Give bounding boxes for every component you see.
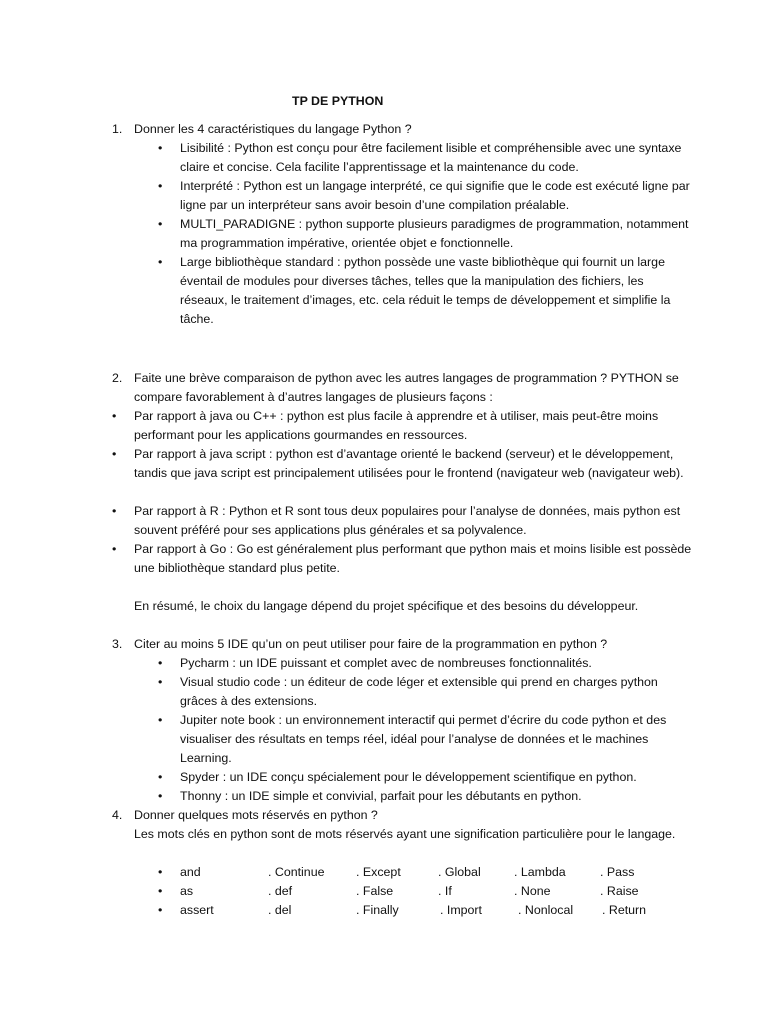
bullet-icon: • (112, 409, 117, 423)
bullet-icon: • (158, 770, 163, 784)
question-number: 1. (112, 122, 123, 136)
bullet-icon: • (158, 255, 163, 269)
keyword-row (0, 901, 768, 920)
list-item: Thonny : un IDE simple et convivial, parfait pour les débutants en python. (180, 789, 582, 803)
list-item: Lisibilité : Python est conçu pour être facilement lisible et compréhensible avec une syntaxe claire et concise. Cela facilite l’apprentissage et la maintenance du code. (180, 141, 682, 174)
bullet-icon: • (158, 217, 163, 231)
keyword: assert (180, 903, 214, 917)
question-text: Donner les 4 caractéristiques du langage Python ? (134, 122, 412, 136)
bullet-icon: • (158, 675, 163, 689)
bullet-icon: • (158, 865, 163, 879)
bullet-icon: • (158, 179, 163, 193)
keyword: . Nonlocal (518, 903, 574, 917)
list-item: Par rapport à java ou C++ : python est plus facile à apprendre et à utiliser, mais peut-être moins performant pour les applications gourmandes en ressources. (134, 409, 659, 442)
bullet-icon: • (158, 713, 163, 727)
keyword: . Raise (600, 884, 639, 898)
bullet-icon: • (158, 789, 163, 803)
keyword: . del (268, 903, 292, 917)
bullet-icon: • (158, 903, 163, 917)
keyword: and (180, 865, 201, 879)
keyword-row (0, 863, 768, 882)
keyword: . Import (440, 903, 482, 917)
list-item: MULTI_PARADIGNE : python supporte plusieurs paradigmes de programmation, notamment ma programmation impérative, orientée objet e fonctionnelle. (180, 217, 689, 250)
keyword: . Except (356, 865, 401, 879)
bullet-icon: • (112, 504, 117, 518)
document-title: TP DE PYTHON (292, 94, 384, 108)
question-text: Citer au moins 5 IDE qu’un on peut utiliser pour faire de la programmation en python ? (134, 637, 608, 651)
intro-text: Les mots clés en python sont de mots réservés ayant une signification particulière pour le langage. (134, 827, 676, 841)
question-number: 4. (112, 808, 123, 822)
keyword: . def (268, 884, 293, 898)
list-item: Par rapport à R : Python et R sont tous deux populaires pour l’analyse de données, mais python est souvent préféré pour ses applications plus générales et sa polyvalence. (134, 504, 681, 537)
keyword: . Return (602, 903, 647, 917)
list-item: Pycharm : un IDE puissant et complet avec de nombreuses fonctionnalités. (180, 656, 592, 670)
bullet-icon: • (158, 884, 163, 898)
list-item: Par rapport à Go : Go est généralement plus performant que python mais et moins lisible est possède une bibliothèque standard plus petite. (134, 542, 692, 575)
keyword: . Finally (356, 903, 399, 917)
keyword: . If (438, 884, 452, 898)
keyword: . False (356, 884, 394, 898)
list-item: Visual studio code : un éditeur de code léger et extensible qui prend en charges python grâces à des extensions. (180, 675, 658, 708)
question-text: Donner quelques mots réservés en python ? (134, 808, 378, 822)
keyword: . Lambda (514, 865, 566, 879)
bullet-icon: • (158, 656, 163, 670)
question-number: 2. (112, 371, 123, 385)
list-item: Spyder : un IDE conçu spécialement pour le développement scientifique en python. (180, 770, 637, 784)
keyword: . Continue (268, 865, 325, 879)
list-item: Interprété : Python est un langage interprété, ce qui signifie que le code est exécuté ligne par ligne par un interpréteur sans avoir besoin d’une compilation préalable. (180, 179, 690, 212)
question-number: 3. (112, 637, 123, 651)
keyword: . Pass (600, 865, 635, 879)
list-item: Jupiter note book : un environnement interactif qui permet d’écrire du code python et des visualiser des résultats en temps réel, idéal pour l’analyse de données et le machines Learning. (180, 713, 667, 765)
keyword-row (0, 882, 768, 901)
keyword: . Global (438, 865, 481, 879)
summary-text: En résumé, le choix du langage dépend du projet spécifique et des besoins du développeur. (134, 599, 639, 613)
bullet-icon: • (112, 542, 117, 556)
question-text: Faite une brève comparaison de python avec les autres langages de programmation ? PYTHON se compare favorablement à d’autres langages de plusieurs façons : (134, 371, 679, 404)
bullet-icon: • (112, 447, 117, 461)
list-item: Par rapport à java script : python est d’avantage orienté le backend (serveur) et le développement, tandis que java script est principalement utilisées pour le frontend (navigateur web (navigateur web). (134, 447, 684, 480)
keyword: . None (514, 884, 551, 898)
keyword: as (180, 884, 194, 898)
list-item: Large bibliothèque standard : python possède une vaste bibliothèque qui fournit un large éventail de modules pour diverses tâches, telles que la manipulation des fichiers, les réseaux, le traitement d’images, etc. cela réduit le temps de développement et simplifie la tâche. (180, 255, 671, 326)
bullet-icon: • (158, 141, 163, 155)
